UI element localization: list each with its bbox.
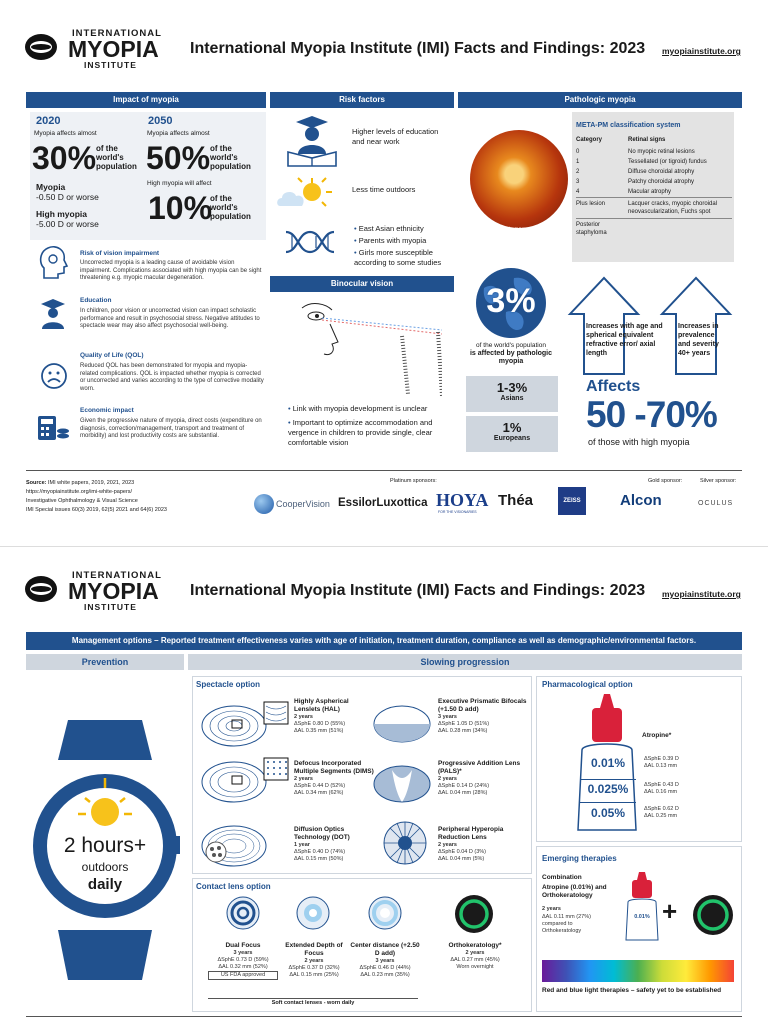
world-pop-2050: of the world's population [210, 144, 251, 171]
combination-label: Combination [542, 874, 582, 881]
impact-stats-panel [30, 112, 266, 240]
head-eye-icon [36, 244, 70, 280]
item-title-vision: Risk of vision impairment [80, 250, 160, 257]
impact-heading: Impact of myopia [26, 92, 266, 108]
spec-dot: Diffusion Optics Technology (DOT) 1 year ΔSphE 0.40 D (74%) ΔAL 0.15 mm (50%) [294, 826, 350, 862]
high-myopia-note: of those with high myopia [588, 437, 690, 447]
prevention-heading: Prevention [26, 654, 184, 670]
meta-rows: 0 No myopic retinal lesions 1 Tessellated (or tigroid) fundus 2 Diffuse choroidal atrophy 3 Patchy choroidal atrophy 4 Macular atrophy Plus lesion Lacquer cracks, myopic choroidal neovascularization, Fuchs spot Posterior staphyloma [576, 147, 732, 237]
student-books-icon [282, 114, 342, 168]
site-link-2[interactable]: myopiainstitute.org [662, 589, 741, 599]
imi-logo-2 [24, 570, 174, 612]
light-spectrum [542, 960, 734, 982]
dose-0.05: 0.05% [590, 806, 626, 820]
coopervision-logo-icon [254, 494, 274, 514]
risk-outdoors-text: Less time outdoors [352, 185, 416, 194]
high-myopia-label: High myopia [36, 209, 88, 219]
dose-divider [580, 779, 636, 780]
arrow2-text: Increases in prevalence and severity 40+ years [678, 323, 719, 357]
combination-years: 2 years [542, 906, 561, 912]
sponsor-alcon: Alcon [620, 492, 662, 509]
pct-50: 50% [146, 140, 211, 176]
logo-top-text: INTERNATIONAL [72, 28, 162, 39]
europeans-box [466, 416, 558, 452]
dose-0.05-values: ΔSphE 0.62 D ΔAL 0.25 mm [644, 806, 679, 819]
pct-3: 3% [486, 282, 536, 320]
globe-circle [476, 268, 546, 338]
eye-logo-icon [24, 32, 58, 62]
spec-pals: Progressive Addition Lens (PALS)* 2 years ΔSphE 0.14 D (24%) ΔAL 0.04 mm (28%) [438, 760, 521, 796]
risk-bullet: • Parents with myopia [354, 236, 427, 245]
arrow1-text: Increases with age and spherical equivalent refractive error/ axial length [586, 323, 663, 357]
spectacle-title: Spectacle option [196, 680, 261, 689]
sponsor-thea: Théa [498, 492, 534, 509]
item-text-education: In children, poor vision or uncorrected vision can impact scholastic performance and result in psychosocial stress. Negative attitudes to spectacle wear may also affect psychosocial well-being. [80, 308, 260, 329]
europeans-label: Europeans [493, 435, 531, 442]
management-banner: Management options – Reported treatment effectiveness varies with age of initiation, treatment duration, compliance as well as demographic/environmental factors. [26, 632, 742, 650]
spec-hyperopia: Peripheral Hyperopia Reduction Lens 2 years ΔSphE 0.04 D (3%) ΔAL 0.04 mm (5%) [438, 826, 504, 862]
item-text-economic: Given the progressive nature of myopia, direct costs (expenditure on diagnosis, correction/management, transport and treatment of morbidity) and lost productivity costs are substantial. [80, 418, 262, 439]
logo-bottom-text: INSTITUTE [84, 602, 137, 612]
asians-box [466, 376, 558, 412]
myopia-label: Myopia [36, 182, 66, 192]
binocular-heading: Binocular vision [270, 276, 454, 292]
world-affected-1: of the world's population [476, 342, 546, 349]
small-bottle-label: 0.01% [634, 914, 650, 920]
patho-heading: Pathologic myopia [458, 92, 742, 108]
high-will-affect: High myopia will affect [147, 180, 212, 187]
pct-10: 10% [148, 190, 213, 226]
hours-text: 2 hours+ [63, 834, 147, 857]
bottom-divider [26, 1016, 742, 1017]
item-title-economic: Economic impact [80, 407, 134, 414]
spec-bifocal: Executive Prismatic Bifocals (+1.50 D add) 3 years ΔSphE 1.05 D (51%) ΔAL 0.28 mm (34%) [438, 698, 527, 734]
slowing-heading: Slowing progression [188, 654, 742, 670]
world-pop-2020: of the world's population [96, 144, 137, 171]
gold-label: Gold sponsor: [648, 478, 683, 484]
sponsor-oculus: OCULUS [698, 500, 734, 507]
sponsor-zeiss: ZEISS [558, 487, 586, 515]
binocular-bullets [278, 404, 450, 448]
high-myopia-value: -5.00 D or worse [36, 219, 99, 229]
site-link[interactable]: myopiainstitute.org [662, 46, 741, 56]
meta-title: META-PM classification system [576, 122, 681, 129]
outdoors-text: outdoors [81, 860, 129, 874]
center-distance-icon [368, 896, 402, 930]
year-2020: 2020 [36, 115, 61, 127]
silver-label: Silver sponsor: [700, 478, 737, 484]
logo-bottom-text: INSTITUTE [84, 60, 137, 70]
risk-bullet: • East Asian ethnicity [354, 224, 424, 233]
dose-0.025: 0.025% [587, 782, 629, 796]
platinum-label: Platinum sponsors: [390, 478, 437, 484]
combination-result: ΔAL 0.11 mm (27%) compared to Orthokeratology [542, 914, 591, 934]
category4-label: Category 4 [500, 226, 534, 233]
range-50-70: 50 -70% [586, 394, 717, 435]
ortho-k-icon [692, 894, 734, 936]
meta-pm-table [572, 112, 734, 262]
affects-almost-2050: Myopia affects almost [147, 130, 210, 137]
sources-block: Source: IMI white papers, 2019, 2021, 2023 https://myopiainstitute.org/imi-white-papers/ Investigative Ophthalmology & Visual Science IMI Special issues 60(3) 2019, 62(5) 2021 and 64(6) 2023 [26, 480, 167, 513]
affects-almost-2020: Myopia affects almost [34, 130, 97, 137]
item-text-vision: Uncorrected myopia is a leading cause of avoidable vision impairment. Complications associated with high myopia can be sight threatening e.g. myopic macular degeneration. [80, 260, 262, 281]
imi-logo [24, 28, 174, 70]
atropine-label: Atropine* [642, 732, 672, 739]
cl-ortho-k: Orthokeratology* 2 years ΔAL 0.27 mm (45%) Worn overnight [448, 942, 502, 970]
asians-pct: 1-3% [496, 380, 528, 395]
light-therapy-note: Red and blue light therapies – safety yet to be established [542, 987, 722, 994]
plus-icon: + [662, 896, 678, 926]
eye-logo-icon [24, 574, 58, 604]
myopia-value: -0.50 D or worse [36, 192, 99, 202]
risk-bullet: • Girls more susceptible according to some studies [354, 248, 442, 267]
binocular-illustration [292, 296, 442, 396]
item-title-qol: Quality of Life (QOL) [80, 352, 144, 359]
calculator-coins-icon [36, 414, 70, 442]
year-2050: 2050 [148, 115, 173, 127]
hal-lens-icon [200, 700, 290, 748]
sponsor-essilor: EssilorLuxottica [338, 497, 428, 509]
dual-focus-icon [226, 896, 260, 930]
page-break [0, 546, 768, 547]
small-dropper-icon [624, 872, 660, 942]
dims-lens-icon [200, 756, 290, 804]
divider [26, 470, 742, 471]
dose-0.01: 0.01% [590, 756, 626, 770]
page-title: International Myopia Institute (IMI) Facts and Findings: 2023 [190, 40, 646, 57]
europeans-pct: 1% [502, 420, 522, 435]
logo-main-text: MYOPIA [68, 36, 159, 62]
cl-dual-focus: Dual Focus 3 years ΔSphE 0.73 D (59%) ΔAL 0.32 mm (52%) US FDA approved [208, 942, 278, 980]
dose-0.01-values: ΔSphE 0.39 D ΔAL 0.13 mm [644, 756, 679, 769]
pct-30: 30% [32, 140, 97, 176]
emerging-title: Emerging therapies [542, 854, 617, 863]
spec-dims: Defocus Incorporated Multiple Segments (DIMS) 2 years ΔSphE 0.44 D (52%) ΔAL 0.34 mm (62%) [294, 760, 374, 796]
dose-divider [580, 802, 636, 803]
pharma-title: Pharmacological option [542, 680, 633, 689]
dot-lens-icon [200, 820, 290, 868]
sponsor-coopervision: CooperVision [276, 499, 330, 509]
ortho-k-icon [454, 894, 494, 934]
page-title-2: International Myopia Institute (IMI) Facts and Findings: 2023 [190, 582, 646, 599]
world-affected-2: is affected by pathologic myopia [469, 350, 553, 365]
col-signs: Retinal signs [628, 137, 666, 143]
item-title-education: Education [80, 297, 112, 304]
spec-hal: Highly Aspherical Lenslets (HAL) 2 years ΔSphE 0.80 D (55%) ΔAL 0.35 mm (51%) [294, 698, 349, 734]
risk-education-text: Higher levels of education and near work [352, 127, 439, 146]
sponsor-hoya: HOYA [436, 490, 489, 510]
logo-top-text: INTERNATIONAL [72, 570, 162, 581]
combination-text: Atropine (0.01%) and Orthokeratology [542, 884, 607, 899]
cl-edof: Extended Depth of Focus 2 years ΔSphE 0.37 D (32%) ΔAL 0.15 mm (25%) [285, 942, 343, 978]
hyperopia-lens-icon [380, 820, 430, 866]
col-category: Category [576, 137, 603, 143]
sun-cloud-icon [276, 176, 334, 212]
pals-lens-icon [372, 764, 432, 804]
asians-label: Asians [500, 395, 524, 402]
binocular-bullet: • Link with myopia development is unclear [288, 404, 428, 413]
sponsor-hoya-tagline: FOR THE VISIONARIES [438, 510, 477, 514]
cl-center-distance: Center distance (+2.50 D add) 3 years ΔSphE 0.46 D (44%) ΔAL 0.23 mm (35%) [350, 942, 420, 978]
risk-bullets [344, 224, 456, 268]
fundus-photo [470, 130, 568, 228]
affects-label: Affects [586, 378, 641, 395]
graduate-icon [38, 296, 68, 330]
bifocal-lens-icon [372, 704, 432, 744]
daily-text: daily [87, 876, 123, 893]
logo-main-text: MYOPIA [68, 578, 159, 604]
dose-0.025-values: ΔSphE 0.43 D ΔAL 0.16 mm [644, 782, 679, 795]
contact-title: Contact lens option [196, 882, 271, 891]
impact-list [30, 244, 266, 454]
sad-face-icon [40, 362, 68, 390]
dna-icon [284, 228, 336, 256]
item-text-qol: Reduced QOL has been demonstrated for myopia and myopia-related complications. QOL is impacted whether myopia is corrected or uncorrected and varies according to the type of corrective modality worn. [80, 363, 264, 392]
world-pop-high: of the world's population [210, 194, 251, 221]
binocular-bullet: • Important to optimize accommodation and vergence in children to provide single, clear comfortable vision [288, 418, 433, 447]
soft-lens-note: Soft contact lenses - worn daily [208, 998, 418, 1006]
edof-icon [296, 896, 330, 930]
risk-heading: Risk factors [270, 92, 454, 108]
